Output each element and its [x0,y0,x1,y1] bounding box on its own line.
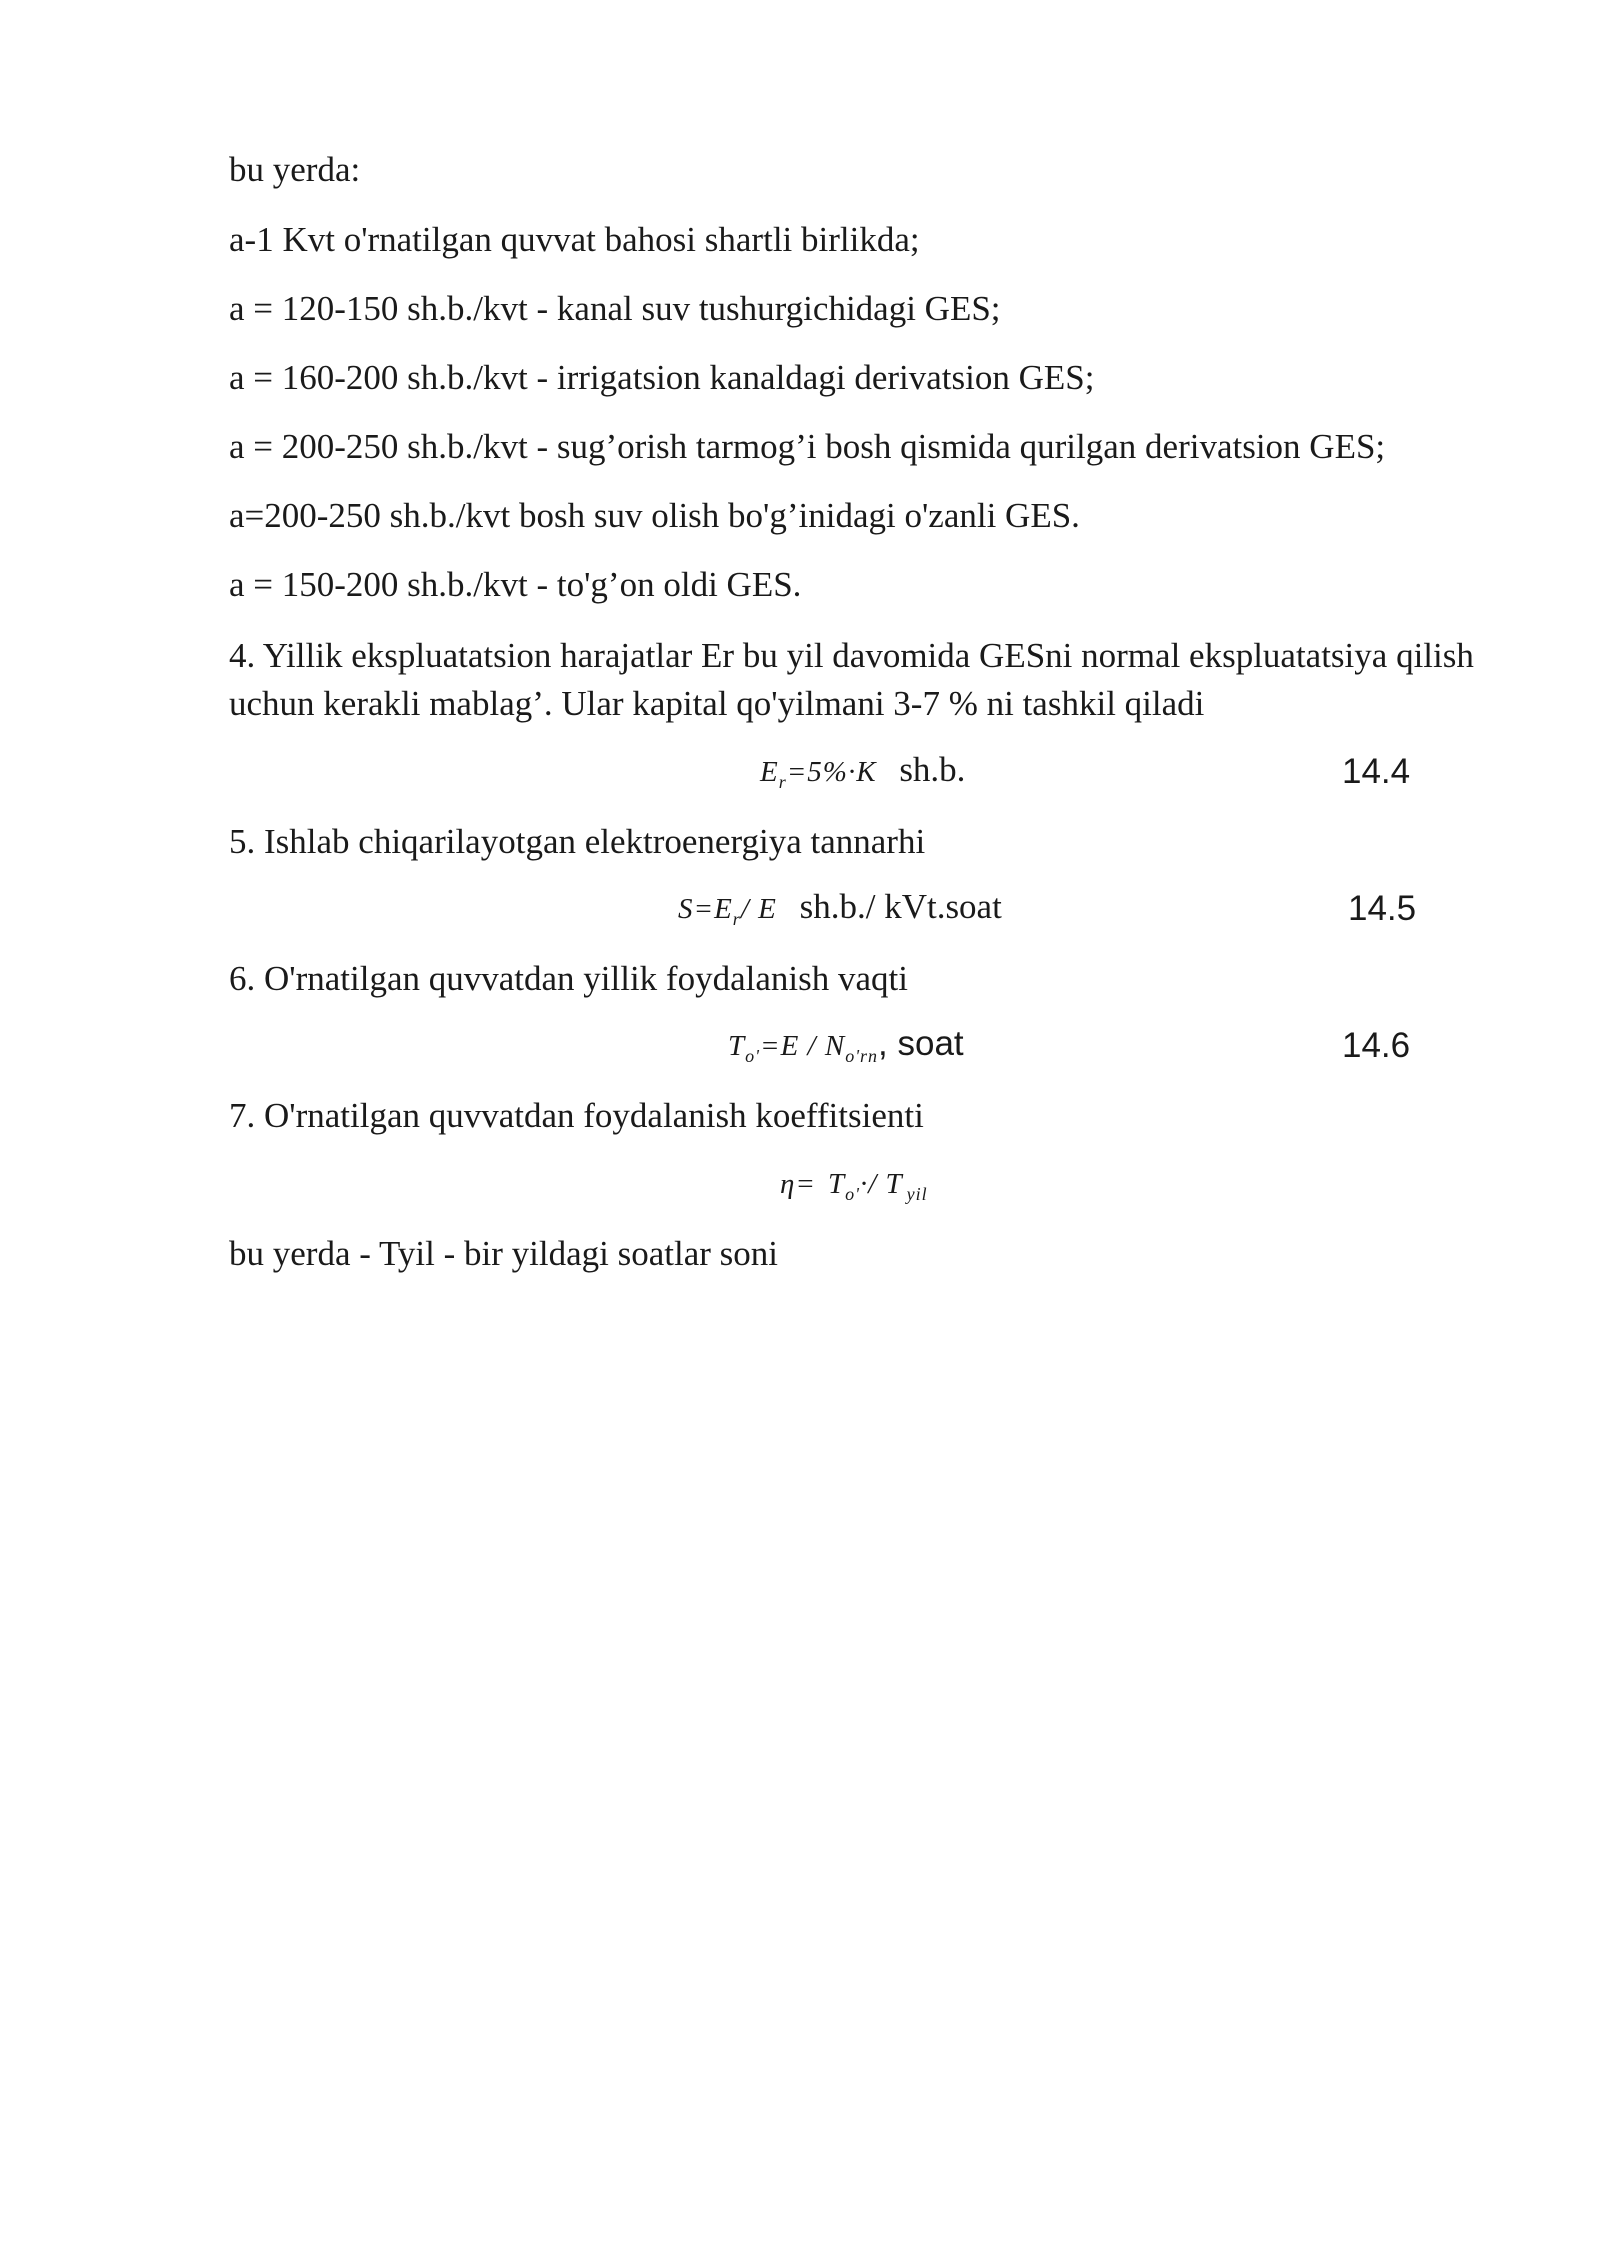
item-6-line: 6. O'rnatilgan quvvatdan yillik foydalanish vaqti [229,959,908,998]
formula-14-4 [760,750,965,793]
formula-efficiency [780,1162,928,1205]
formula-efficiency-math: $\eta= T_{o'}\cdot/$ T $_{yil}$ [780,1168,928,1204]
a-range-3-line: a = 200-250 sh.b./kvt - sug’orish tarmog’i bosh qismida qurilgan derivatsion GES; [229,427,1386,466]
equation-number-14-5: 14.5 [1348,889,1417,928]
equation-number-14-6: 14.6 [1342,1026,1411,1065]
intro-line: bu yerda: [229,150,361,189]
a-definition-line: a-1 Kvt o'rnatilgan quvvat bahosi shartli birlikda; [229,220,920,259]
item-5-line: 5. Ishlab chiqarilayotgan elektroenergiya tannarhi [229,822,926,861]
equation-number-14-4: 14.4 [1342,752,1411,791]
a-range-4-line: a=200-250 sh.b./kvt bosh suv olish bo'g’inidagi o'zanli GES. [229,496,1080,535]
a-range-1-line: a = 120-150 sh.b./kvt - kanal suv tushurgichidagi GES; [229,289,1001,328]
a-range-5-line: a = 150-200 sh.b./kvt - to'g’on oldi GES. [229,565,802,604]
formula-14-6-unit: , soat [878,1024,964,1063]
item-7-line: 7. O'rnatilgan quvvatdan foydalanish koeffitsienti [229,1096,924,1135]
item-4-paragraph: 4. Yillik ekspluatatsion harajatlar Er bu yil davomida GESni normal ekspluatatsiya qilish uchun kerakli mablag’. Ular kapital qo'yilmani 3-7 % ni tashkil qiladi [229,636,1474,723]
formula-14-6-math: $T_{o'}=E / N_{o'rn}$ [728,1030,879,1066]
formula-14-4-unit: sh.b. [899,750,966,789]
formula-14-5-math: $S=E_r/$ E [678,893,777,929]
formula-14-5 [678,887,1002,930]
formula-14-5-unit: sh.b./ kVt.soat [799,887,1002,926]
outro-line: bu yerda - Tyil - bir yildagi soatlar soni [229,1234,779,1273]
formula-14-4-math: $E_r=5\%\cdot K$ [760,756,877,792]
formula-14-6 [728,1024,964,1067]
a-range-2-line: a = 160-200 sh.b./kvt - irrigatsion kanaldagi derivatsion GES; [229,358,1095,397]
